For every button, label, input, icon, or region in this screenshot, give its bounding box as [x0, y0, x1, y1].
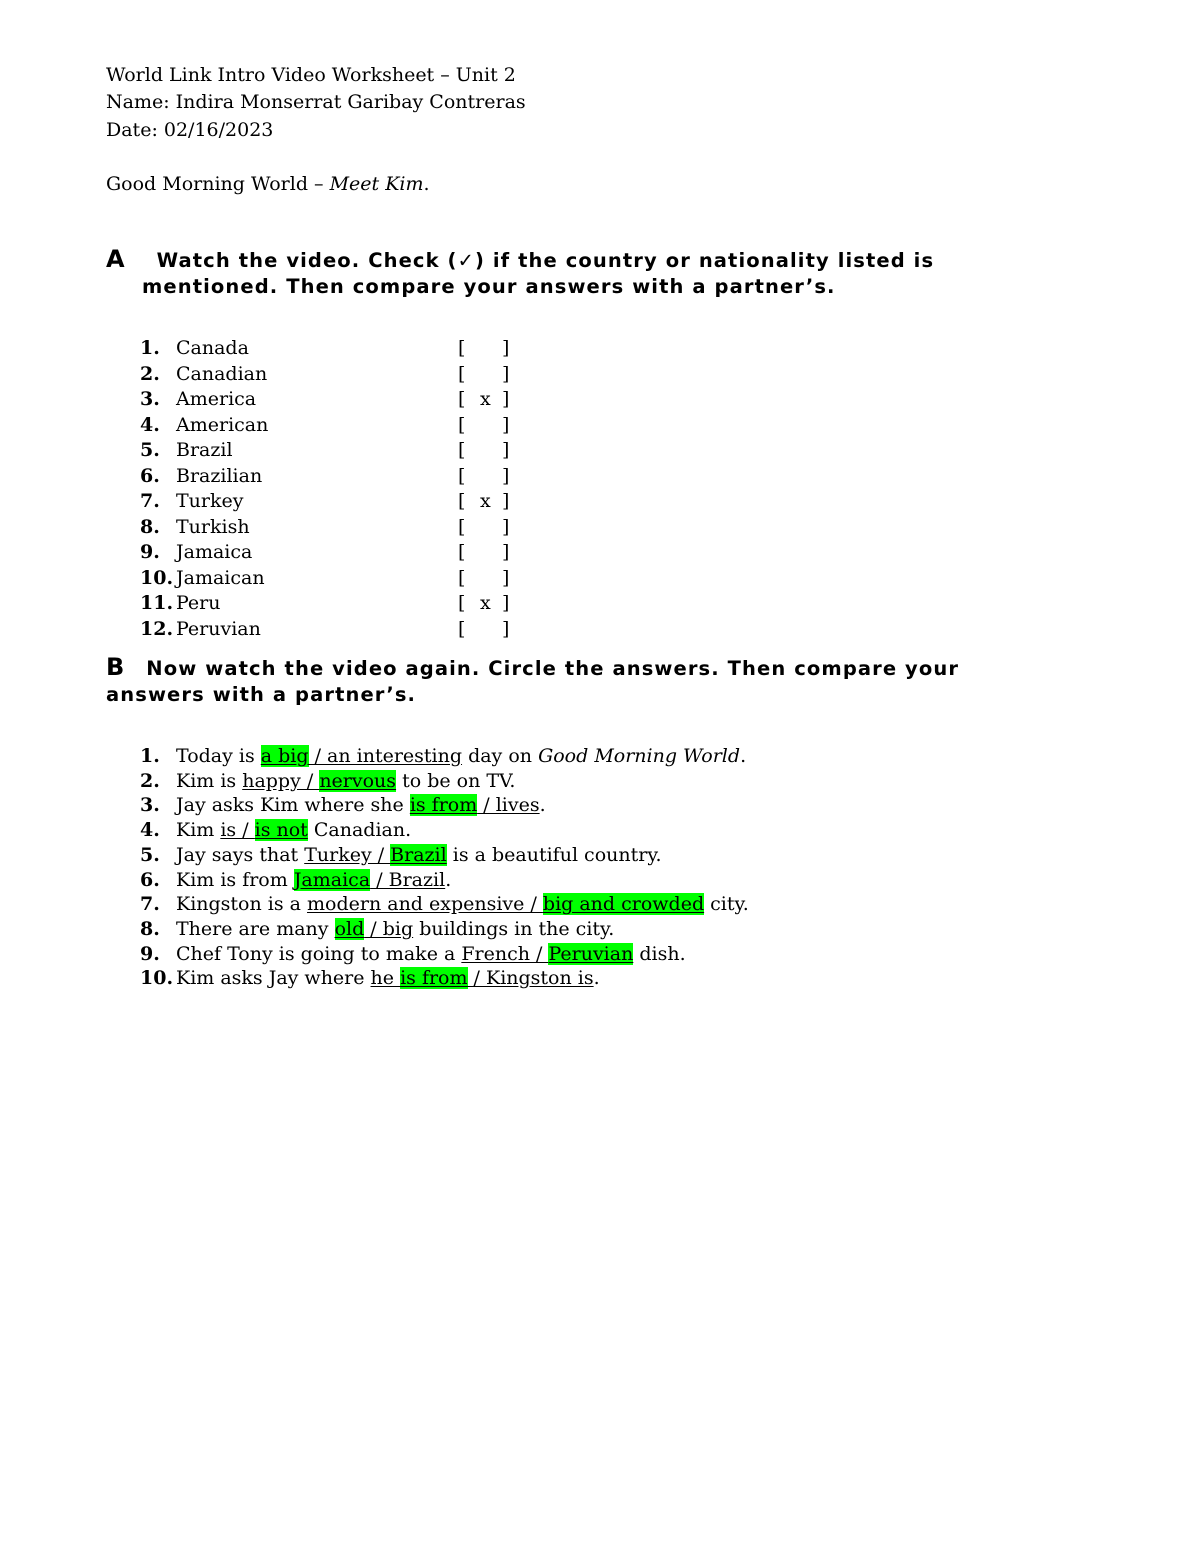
checklist-item: 2. Canadian [ ]	[140, 362, 510, 385]
item-number: 1.	[140, 745, 160, 767]
checklist-item: 11. Peru [ x ]	[140, 592, 510, 614]
section-a-instruction-line1: Watch the video. Check (✓) if the country or nationality listed is	[156, 249, 935, 272]
checklist-item: 7. Turkey [ x ]	[140, 490, 510, 512]
check-mark: x	[480, 592, 491, 614]
checklist-item: 3. America [ x ]	[140, 388, 510, 410]
answer-option[interactable]: modern and expensive /	[307, 893, 543, 916]
sentence-item	[140, 818, 412, 843]
answer-option[interactable]: / big	[364, 917, 414, 940]
selected-answer[interactable]: Peruvian	[548, 942, 634, 965]
sentence-item	[140, 843, 662, 868]
country-label: Peru	[176, 592, 221, 614]
answer-option[interactable]: French /	[461, 942, 549, 965]
checklist-item: 10. Jamaican [ ]	[140, 566, 510, 589]
item-number: 1.	[140, 337, 160, 359]
subtitle-episode: Meet Kim	[329, 173, 424, 195]
item-number: 5.	[140, 439, 160, 461]
answer-option[interactable]: is /	[220, 819, 255, 842]
sentence-fragment: .	[445, 868, 452, 891]
answer-option[interactable]: / an interesting	[308, 745, 463, 767]
sentence-fragment: dish.	[633, 942, 686, 965]
item-number: 3.	[140, 794, 160, 817]
section-b-instruction-line2: answers with a partner’s.	[106, 683, 417, 706]
item-number: 8.	[140, 917, 160, 940]
answer-option[interactable]: happy /	[242, 769, 320, 792]
sentence-fragment: .	[593, 967, 600, 990]
checklist-item: 9. Jamaica [ ]	[140, 541, 510, 563]
sentence-fragment: Kim is	[176, 769, 243, 792]
sentence-item	[140, 966, 600, 991]
item-number: 2.	[140, 769, 160, 792]
item-number: 4.	[140, 413, 160, 436]
student-name: Name: Indira Monserrat Garibay Contreras	[106, 91, 526, 113]
checklist-item: 6. Brazilian [ ]	[140, 464, 510, 487]
item-number: 10.	[140, 566, 174, 589]
item-number: 5.	[140, 843, 160, 866]
country-label: American	[176, 413, 269, 436]
sentence-text	[176, 942, 686, 967]
country-label: Brazilian	[176, 464, 263, 487]
sentence-fragment: .	[539, 794, 546, 817]
sentence-item	[140, 892, 749, 917]
item-number: 9.	[140, 942, 160, 965]
item-number: 12.	[140, 617, 174, 640]
answer-option[interactable]: Turkey /	[304, 843, 391, 866]
worksheet-title: World Link Intro Video Worksheet – Unit 2	[106, 64, 516, 86]
video-subtitle	[106, 173, 430, 195]
checklist-item: 8. Turkish [ ]	[140, 515, 510, 538]
sentence-fragment: There are many	[176, 917, 335, 940]
checklist-item: 4. American [ ]	[140, 413, 510, 436]
check-mark: x	[480, 388, 491, 410]
item-number: 7.	[140, 490, 160, 512]
item-number: 6.	[140, 868, 160, 891]
subtitle-period: .	[423, 173, 430, 195]
sentence-fragment: Canadian.	[307, 819, 412, 842]
sentence-fragment: city.	[704, 893, 749, 916]
sentence-item	[140, 769, 516, 794]
checklist-item: 12. Peruvian [ ]	[140, 617, 510, 640]
sentence-text	[176, 818, 411, 843]
country-label: Canadian	[176, 362, 268, 385]
section-a-instructions	[106, 246, 1006, 300]
country-label: Canada	[176, 337, 249, 359]
country-label: America	[176, 388, 257, 410]
sentence-text	[176, 769, 515, 794]
sentence-item	[140, 793, 546, 818]
subtitle-text: Good Morning World –	[106, 173, 330, 195]
item-number: 10.	[140, 967, 174, 990]
item-number: 6.	[140, 464, 160, 487]
sentence-fragment: day on	[462, 745, 539, 767]
sentence-fragment: Kim is from	[176, 868, 294, 891]
sentence-item	[140, 744, 747, 769]
country-label: Jamaica	[176, 541, 253, 563]
country-label: Brazil	[176, 439, 233, 461]
selected-answer[interactable]: a big	[260, 745, 309, 767]
sentence-text	[176, 892, 749, 917]
item-number: 11.	[140, 592, 174, 614]
sentence-text	[176, 868, 451, 893]
sentence-text	[176, 793, 546, 818]
sentence-fragment: Jay asks Kim where she	[176, 794, 410, 817]
answer-option[interactable]: / Kingston is	[467, 967, 594, 990]
item-number: 4.	[140, 819, 160, 842]
item-number: 2.	[140, 362, 160, 385]
sentence-fragment: Today is	[176, 745, 261, 767]
sentence-text	[176, 744, 746, 769]
answer-option[interactable]: he	[370, 967, 401, 990]
sentence-fragment: to be on TV.	[396, 769, 516, 792]
checklist-item: 5. Brazil [ ]	[140, 439, 510, 461]
section-b-instruction-line1: Now watch the video again. Circle the answers. Then compare your	[146, 657, 960, 680]
section-b-instructions	[106, 654, 1006, 708]
sentence-fragment: Kingston is a	[176, 893, 308, 916]
sentence-text	[176, 966, 600, 991]
sentence-text	[176, 917, 614, 942]
sentence-fragment: Kim asks Jay where	[176, 967, 371, 990]
selected-answer[interactable]: big and crowded	[542, 893, 705, 916]
country-label: Peruvian	[176, 617, 261, 640]
sentence-fragment: Good Morning World	[538, 745, 741, 767]
sentence-fragment: Kim	[176, 819, 221, 842]
checklist-item: 1. Canada [ ]	[140, 337, 510, 359]
item-number: 9.	[140, 541, 160, 563]
item-number: 7.	[140, 893, 160, 916]
selected-answer[interactable]: is from	[400, 967, 468, 990]
sentence-fragment: is a beautiful country.	[446, 843, 662, 866]
sentence-fragment: buildings in the city.	[413, 917, 615, 940]
sentence-fragment: .	[740, 745, 747, 767]
item-number: 8.	[140, 515, 160, 538]
sentence-item	[140, 942, 686, 967]
worksheet-date: Date: 02/16/2023	[106, 119, 274, 141]
sentence-fragment: Chef Tony is going to make a	[176, 942, 462, 965]
selected-answer[interactable]: Brazil	[390, 843, 447, 866]
item-number: 3.	[140, 388, 160, 410]
country-label: Turkey	[176, 490, 244, 512]
sentence-text	[176, 843, 662, 868]
country-label: Turkish	[176, 515, 250, 538]
check-mark: x	[480, 490, 491, 512]
section-a-instruction-line2: mentioned. Then compare your answers with a partner’s.	[142, 275, 836, 298]
sentence-item	[140, 868, 452, 893]
selected-answer[interactable]: is not	[254, 819, 308, 842]
sentence-fragment: Jay says that	[176, 843, 305, 866]
answer-option[interactable]: / Brazil	[370, 868, 446, 891]
answer-option[interactable]: / lives	[477, 794, 540, 817]
section-b-letter: B	[106, 653, 125, 681]
selected-answer[interactable]: nervous	[319, 769, 397, 792]
sentence-item	[140, 917, 615, 942]
selected-answer[interactable]: old	[334, 917, 365, 940]
section-a-letter: A	[106, 245, 125, 273]
selected-answer[interactable]: Jamaica	[293, 868, 371, 891]
selected-answer[interactable]: is from	[409, 794, 478, 817]
country-label: Jamaican	[176, 566, 265, 589]
